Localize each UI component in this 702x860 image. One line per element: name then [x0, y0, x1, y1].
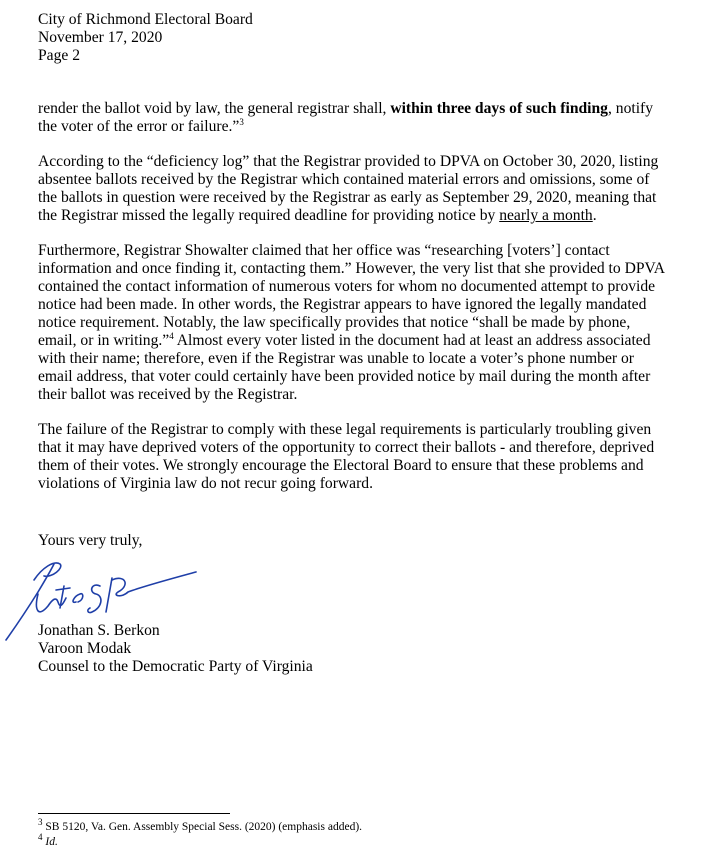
footnote-ref-4: 4 — [169, 330, 174, 341]
footnote-4: $^4$ Id. — [38, 832, 58, 848]
signature-block — [38, 622, 313, 676]
page-number-line: Page 2 — [38, 47, 81, 64]
footnote-divider — [38, 813, 230, 814]
underlined-text: nearly a month — [499, 207, 593, 224]
paragraph-1: render the ballot void by law, the general registrar shall, within three days of such finding, notify the voter of the error or failure.”$^3$ — [38, 100, 654, 135]
emphasis-text: within three days of such finding — [390, 100, 608, 117]
signer-name-2: Varoon Modak — [38, 640, 132, 657]
recipient-line: City of Richmond Electoral Board — [38, 11, 253, 28]
letter-header — [38, 11, 253, 65]
footnote-ref-3: 3 — [239, 116, 244, 127]
closing-salutation: Yours very truly, — [38, 532, 143, 549]
date-line: November 17, 2020 — [38, 29, 163, 46]
paragraph-3: Furthermore, Registrar Showalter claimed that her office was “researching [voters’] contact information and once finding it, contacting them.” However, the very list that she provided to DPVA contained the contact information of numerous voters for whom no documented attempt to provide notice had been made. In other words, the Registrar appears to have ignored the legally mandated notice requirement. Notably, the law specifically provides that notice “shall be made by phone, email, or in writing.”$^4$ Almost every voter listed in the document had at least an address associated with their name; therefore, even if the Registrar was unable to locate a voter’s phone number or email address, that voter could certainly have been provided notice by mail during the month after their ballot was received by the Registrar. — [38, 242, 665, 403]
signer-title: Counsel to the Democratic Party of Virginia — [38, 658, 313, 675]
signer-name-1: Jonathan S. Berkon — [38, 622, 160, 639]
footnote-3: $^3$ SB 5120, Va. Gen. Assembly Special Sess. (2020) (emphasis added). — [38, 817, 363, 833]
letter-body — [38, 100, 666, 510]
footnotes — [38, 817, 363, 850]
paragraph-4: The failure of the Registrar to comply with these legal requirements is particularly troubling given that it may have deprived voters of the opportunity to correct their ballots - and therefore, deprived them of their votes. We strongly encourage the Electoral Board to ensure that these problems and violations of Virginia law do not recur going forward. — [38, 421, 655, 492]
paragraph-2: According to the “deficiency log” that the Registrar provided to DPVA on October 30, 2020, listing absentee ballots received by the Registrar which contained material errors and omissions, some of the ballots in question were received by the Registrar as early as September 29, 2020, meaning that the Registrar missed the legally required deadline for providing notice by nearly a month. — [38, 153, 659, 224]
